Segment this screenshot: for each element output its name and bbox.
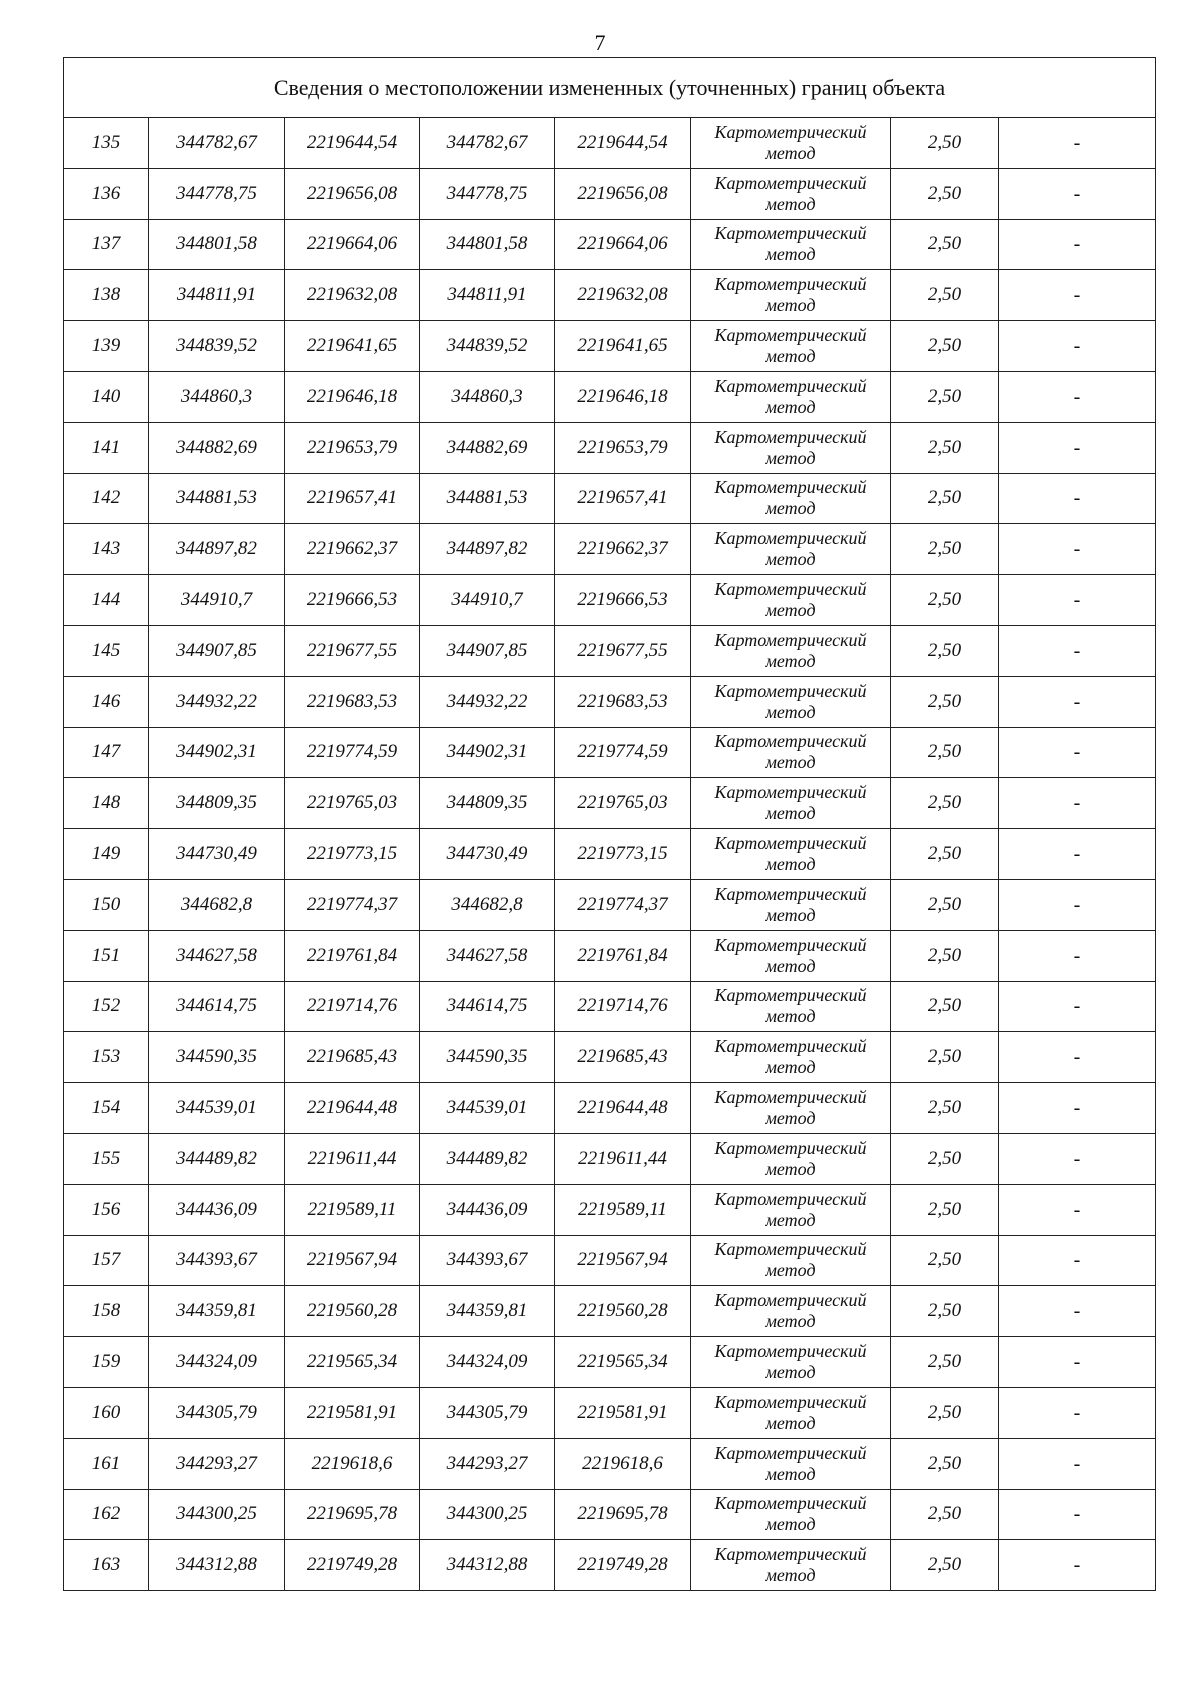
- y-old-cell: 2219773,15: [285, 829, 420, 880]
- y-old-cell: 2219567,94: [285, 1235, 420, 1286]
- y-new-cell: 2219644,48: [555, 1083, 691, 1134]
- table-row: [64, 1387, 1156, 1438]
- x-new-cell: 344778,75: [420, 168, 555, 219]
- table-row: [64, 778, 1156, 829]
- x-new-cell: 344590,35: [420, 1032, 555, 1083]
- x-new-cell: 344839,52: [420, 321, 555, 372]
- table-row: [64, 727, 1156, 778]
- x-new-cell: 344627,58: [420, 930, 555, 981]
- accuracy-cell: 2,50: [891, 575, 999, 626]
- x-old-cell: 344293,27: [149, 1438, 285, 1489]
- page-number: 7: [594, 30, 606, 55]
- note-cell: -: [999, 1540, 1156, 1591]
- note-cell: -: [999, 1083, 1156, 1134]
- x-old-cell: 344682,8: [149, 879, 285, 930]
- x-new-cell: 344932,22: [420, 676, 555, 727]
- accuracy-cell: 2,50: [891, 524, 999, 575]
- accuracy-cell: 2,50: [891, 1489, 999, 1540]
- x-old-cell: 344881,53: [149, 473, 285, 524]
- x-old-cell: 344910,7: [149, 575, 285, 626]
- table-row: [64, 524, 1156, 575]
- y-old-cell: 2219664,06: [285, 219, 420, 270]
- point-number-cell: 152: [64, 981, 149, 1032]
- table-row: [64, 1286, 1156, 1337]
- method-cell: Картометрический метод: [691, 575, 891, 626]
- y-new-cell: 2219581,91: [555, 1387, 691, 1438]
- y-new-cell: 2219653,79: [555, 422, 691, 473]
- x-old-cell: 344932,22: [149, 676, 285, 727]
- x-old-cell: 344811,91: [149, 270, 285, 321]
- method-cell: Картометрический метод: [691, 981, 891, 1032]
- y-old-cell: 2219618,6: [285, 1438, 420, 1489]
- table-row: [64, 1540, 1156, 1591]
- x-new-cell: 344907,85: [420, 625, 555, 676]
- table-row: [64, 371, 1156, 422]
- x-new-cell: 344860,3: [420, 371, 555, 422]
- accuracy-cell: 2,50: [891, 219, 999, 270]
- x-old-cell: 344590,35: [149, 1032, 285, 1083]
- accuracy-cell: 2,50: [891, 778, 999, 829]
- y-new-cell: 2219677,55: [555, 625, 691, 676]
- x-new-cell: 344811,91: [420, 270, 555, 321]
- x-old-cell: 344324,09: [149, 1337, 285, 1388]
- method-cell: Картометрический метод: [691, 1489, 891, 1540]
- y-new-cell: 2219632,08: [555, 270, 691, 321]
- x-old-cell: 344897,82: [149, 524, 285, 575]
- accuracy-cell: 2,50: [891, 168, 999, 219]
- note-cell: -: [999, 168, 1156, 219]
- y-new-cell: 2219567,94: [555, 1235, 691, 1286]
- note-cell: -: [999, 118, 1156, 169]
- x-new-cell: 344324,09: [420, 1337, 555, 1388]
- x-new-cell: 344489,82: [420, 1133, 555, 1184]
- method-cell: Картометрический метод: [691, 930, 891, 981]
- table-row: [64, 676, 1156, 727]
- x-old-cell: 344305,79: [149, 1387, 285, 1438]
- note-cell: -: [999, 1184, 1156, 1235]
- y-old-cell: 2219611,44: [285, 1133, 420, 1184]
- x-old-cell: 344839,52: [149, 321, 285, 372]
- y-old-cell: 2219646,18: [285, 371, 420, 422]
- y-new-cell: 2219773,15: [555, 829, 691, 880]
- method-cell: Картометрический метод: [691, 473, 891, 524]
- x-old-cell: 344860,3: [149, 371, 285, 422]
- y-new-cell: 2219774,37: [555, 879, 691, 930]
- note-cell: -: [999, 321, 1156, 372]
- method-cell: Картометрический метод: [691, 1438, 891, 1489]
- table-row: [64, 1438, 1156, 1489]
- accuracy-cell: 2,50: [891, 727, 999, 778]
- point-number-cell: 140: [64, 371, 149, 422]
- table-row: [64, 1337, 1156, 1388]
- table-row: [64, 575, 1156, 626]
- accuracy-cell: 2,50: [891, 625, 999, 676]
- table-row: [64, 219, 1156, 270]
- note-cell: -: [999, 219, 1156, 270]
- note-cell: -: [999, 879, 1156, 930]
- y-new-cell: 2219644,54: [555, 118, 691, 169]
- accuracy-cell: 2,50: [891, 676, 999, 727]
- table-row: [64, 422, 1156, 473]
- x-new-cell: 344312,88: [420, 1540, 555, 1591]
- method-cell: Картометрический метод: [691, 1387, 891, 1438]
- point-number-cell: 156: [64, 1184, 149, 1235]
- point-number-cell: 147: [64, 727, 149, 778]
- y-old-cell: 2219641,65: [285, 321, 420, 372]
- y-new-cell: 2219714,76: [555, 981, 691, 1032]
- method-cell: Картометрический метод: [691, 778, 891, 829]
- y-old-cell: 2219683,53: [285, 676, 420, 727]
- x-new-cell: 344393,67: [420, 1235, 555, 1286]
- x-new-cell: 344614,75: [420, 981, 555, 1032]
- y-old-cell: 2219657,41: [285, 473, 420, 524]
- y-old-cell: 2219685,43: [285, 1032, 420, 1083]
- y-new-cell: 2219774,59: [555, 727, 691, 778]
- point-number-cell: 161: [64, 1438, 149, 1489]
- y-old-cell: 2219765,03: [285, 778, 420, 829]
- note-cell: -: [999, 473, 1156, 524]
- y-new-cell: 2219749,28: [555, 1540, 691, 1591]
- accuracy-cell: 2,50: [891, 1387, 999, 1438]
- y-old-cell: 2219653,79: [285, 422, 420, 473]
- table-title-row: [64, 58, 1156, 118]
- table-row: [64, 1133, 1156, 1184]
- point-number-cell: 139: [64, 321, 149, 372]
- x-old-cell: 344539,01: [149, 1083, 285, 1134]
- y-new-cell: 2219611,44: [555, 1133, 691, 1184]
- note-cell: -: [999, 371, 1156, 422]
- x-old-cell: 344809,35: [149, 778, 285, 829]
- note-cell: -: [999, 930, 1156, 981]
- x-new-cell: 344782,67: [420, 118, 555, 169]
- accuracy-cell: 2,50: [891, 1184, 999, 1235]
- y-old-cell: 2219695,78: [285, 1489, 420, 1540]
- x-new-cell: 344801,58: [420, 219, 555, 270]
- table-body: [64, 58, 1156, 1591]
- point-number-cell: 138: [64, 270, 149, 321]
- method-cell: Картометрический метод: [691, 1286, 891, 1337]
- point-number-cell: 157: [64, 1235, 149, 1286]
- x-new-cell: 344539,01: [420, 1083, 555, 1134]
- x-old-cell: 344627,58: [149, 930, 285, 981]
- accuracy-cell: 2,50: [891, 930, 999, 981]
- x-old-cell: 344359,81: [149, 1286, 285, 1337]
- method-cell: Картометрический метод: [691, 321, 891, 372]
- method-cell: Картометрический метод: [691, 727, 891, 778]
- table-row: [64, 118, 1156, 169]
- accuracy-cell: 2,50: [891, 1286, 999, 1337]
- note-cell: -: [999, 1032, 1156, 1083]
- accuracy-cell: 2,50: [891, 879, 999, 930]
- point-number-cell: 136: [64, 168, 149, 219]
- accuracy-cell: 2,50: [891, 422, 999, 473]
- y-new-cell: 2219695,78: [555, 1489, 691, 1540]
- accuracy-cell: 2,50: [891, 1083, 999, 1134]
- y-old-cell: 2219677,55: [285, 625, 420, 676]
- method-cell: Картометрический метод: [691, 676, 891, 727]
- x-new-cell: 344730,49: [420, 829, 555, 880]
- y-old-cell: 2219644,48: [285, 1083, 420, 1134]
- x-new-cell: 344809,35: [420, 778, 555, 829]
- note-cell: -: [999, 422, 1156, 473]
- y-new-cell: 2219664,06: [555, 219, 691, 270]
- x-new-cell: 344436,09: [420, 1184, 555, 1235]
- accuracy-cell: 2,50: [891, 473, 999, 524]
- note-cell: -: [999, 1337, 1156, 1388]
- x-new-cell: 344881,53: [420, 473, 555, 524]
- accuracy-cell: 2,50: [891, 1032, 999, 1083]
- point-number-cell: 146: [64, 676, 149, 727]
- x-old-cell: 344614,75: [149, 981, 285, 1032]
- note-cell: -: [999, 625, 1156, 676]
- note-cell: -: [999, 1489, 1156, 1540]
- y-new-cell: 2219618,6: [555, 1438, 691, 1489]
- point-number-cell: 153: [64, 1032, 149, 1083]
- point-number-cell: 163: [64, 1540, 149, 1591]
- x-new-cell: 344300,25: [420, 1489, 555, 1540]
- point-number-cell: 149: [64, 829, 149, 880]
- method-cell: Картометрический метод: [691, 1337, 891, 1388]
- point-number-cell: 158: [64, 1286, 149, 1337]
- point-number-cell: 142: [64, 473, 149, 524]
- table-row: [64, 168, 1156, 219]
- x-new-cell: 344897,82: [420, 524, 555, 575]
- point-number-cell: 135: [64, 118, 149, 169]
- x-old-cell: 344300,25: [149, 1489, 285, 1540]
- x-old-cell: 344902,31: [149, 727, 285, 778]
- accuracy-cell: 2,50: [891, 118, 999, 169]
- y-new-cell: 2219662,37: [555, 524, 691, 575]
- y-new-cell: 2219685,43: [555, 1032, 691, 1083]
- method-cell: Картометрический метод: [691, 118, 891, 169]
- point-number-cell: 144: [64, 575, 149, 626]
- method-cell: Картометрический метод: [691, 524, 891, 575]
- note-cell: -: [999, 829, 1156, 880]
- table-row: [64, 1489, 1156, 1540]
- x-old-cell: 344801,58: [149, 219, 285, 270]
- note-cell: -: [999, 1235, 1156, 1286]
- accuracy-cell: 2,50: [891, 981, 999, 1032]
- accuracy-cell: 2,50: [891, 1337, 999, 1388]
- accuracy-cell: 2,50: [891, 270, 999, 321]
- point-number-cell: 159: [64, 1337, 149, 1388]
- method-cell: Картометрический метод: [691, 1083, 891, 1134]
- method-cell: Картометрический метод: [691, 168, 891, 219]
- y-new-cell: 2219761,84: [555, 930, 691, 981]
- note-cell: -: [999, 981, 1156, 1032]
- x-old-cell: 344489,82: [149, 1133, 285, 1184]
- note-cell: -: [999, 270, 1156, 321]
- y-new-cell: 2219683,53: [555, 676, 691, 727]
- method-cell: Картометрический метод: [691, 625, 891, 676]
- table-row: [64, 981, 1156, 1032]
- x-old-cell: 344436,09: [149, 1184, 285, 1235]
- method-cell: Картометрический метод: [691, 1540, 891, 1591]
- point-number-cell: 162: [64, 1489, 149, 1540]
- table-row: [64, 473, 1156, 524]
- x-old-cell: 344778,75: [149, 168, 285, 219]
- y-old-cell: 2219589,11: [285, 1184, 420, 1235]
- note-cell: -: [999, 778, 1156, 829]
- x-old-cell: 344882,69: [149, 422, 285, 473]
- y-new-cell: 2219589,11: [555, 1184, 691, 1235]
- method-cell: Картометрический метод: [691, 1184, 891, 1235]
- y-new-cell: 2219565,34: [555, 1337, 691, 1388]
- method-cell: Картометрический метод: [691, 1235, 891, 1286]
- x-old-cell: 344782,67: [149, 118, 285, 169]
- table-title: Сведения о местоположении измененных (уточненных) границ объекта: [64, 58, 1156, 118]
- y-new-cell: 2219646,18: [555, 371, 691, 422]
- note-cell: -: [999, 575, 1156, 626]
- note-cell: -: [999, 727, 1156, 778]
- point-number-cell: 141: [64, 422, 149, 473]
- method-cell: Картометрический метод: [691, 371, 891, 422]
- point-number-cell: 145: [64, 625, 149, 676]
- y-old-cell: 2219666,53: [285, 575, 420, 626]
- note-cell: -: [999, 1133, 1156, 1184]
- y-new-cell: 2219666,53: [555, 575, 691, 626]
- y-old-cell: 2219565,34: [285, 1337, 420, 1388]
- accuracy-cell: 2,50: [891, 371, 999, 422]
- point-number-cell: 150: [64, 879, 149, 930]
- point-number-cell: 160: [64, 1387, 149, 1438]
- boundary-coordinates-table: [63, 57, 1156, 1591]
- x-old-cell: 344730,49: [149, 829, 285, 880]
- accuracy-cell: 2,50: [891, 829, 999, 880]
- method-cell: Картометрический метод: [691, 1032, 891, 1083]
- y-new-cell: 2219560,28: [555, 1286, 691, 1337]
- x-new-cell: 344293,27: [420, 1438, 555, 1489]
- accuracy-cell: 2,50: [891, 1133, 999, 1184]
- y-old-cell: 2219774,37: [285, 879, 420, 930]
- accuracy-cell: 2,50: [891, 1540, 999, 1591]
- method-cell: Картометрический метод: [691, 219, 891, 270]
- y-old-cell: 2219656,08: [285, 168, 420, 219]
- y-old-cell: 2219662,37: [285, 524, 420, 575]
- y-new-cell: 2219656,08: [555, 168, 691, 219]
- accuracy-cell: 2,50: [891, 1235, 999, 1286]
- y-old-cell: 2219761,84: [285, 930, 420, 981]
- point-number-cell: 151: [64, 930, 149, 981]
- point-number-cell: 154: [64, 1083, 149, 1134]
- x-new-cell: 344305,79: [420, 1387, 555, 1438]
- method-cell: Картометрический метод: [691, 1133, 891, 1184]
- table-row: [64, 321, 1156, 372]
- y-old-cell: 2219749,28: [285, 1540, 420, 1591]
- note-cell: -: [999, 1286, 1156, 1337]
- y-old-cell: 2219714,76: [285, 981, 420, 1032]
- x-old-cell: 344907,85: [149, 625, 285, 676]
- point-number-cell: 143: [64, 524, 149, 575]
- accuracy-cell: 2,50: [891, 1438, 999, 1489]
- note-cell: -: [999, 676, 1156, 727]
- point-number-cell: 137: [64, 219, 149, 270]
- y-old-cell: 2219560,28: [285, 1286, 420, 1337]
- note-cell: -: [999, 1387, 1156, 1438]
- point-number-cell: 155: [64, 1133, 149, 1184]
- table-row: [64, 1235, 1156, 1286]
- table-row: [64, 625, 1156, 676]
- table-row: [64, 270, 1156, 321]
- x-new-cell: 344910,7: [420, 575, 555, 626]
- table-row: [64, 930, 1156, 981]
- note-cell: -: [999, 524, 1156, 575]
- x-old-cell: 344312,88: [149, 1540, 285, 1591]
- y-old-cell: 2219581,91: [285, 1387, 420, 1438]
- accuracy-cell: 2,50: [891, 321, 999, 372]
- method-cell: Картометрический метод: [691, 422, 891, 473]
- y-old-cell: 2219774,59: [285, 727, 420, 778]
- x-old-cell: 344393,67: [149, 1235, 285, 1286]
- y-new-cell: 2219641,65: [555, 321, 691, 372]
- y-new-cell: 2219765,03: [555, 778, 691, 829]
- point-number-cell: 148: [64, 778, 149, 829]
- x-new-cell: 344902,31: [420, 727, 555, 778]
- table-row: [64, 879, 1156, 930]
- method-cell: Картометрический метод: [691, 270, 891, 321]
- y-new-cell: 2219657,41: [555, 473, 691, 524]
- method-cell: Картометрический метод: [691, 879, 891, 930]
- table-row: [64, 1184, 1156, 1235]
- x-new-cell: 344359,81: [420, 1286, 555, 1337]
- y-old-cell: 2219632,08: [285, 270, 420, 321]
- method-cell: Картометрический метод: [691, 829, 891, 880]
- note-cell: -: [999, 1438, 1156, 1489]
- table-row: [64, 1083, 1156, 1134]
- x-new-cell: 344882,69: [420, 422, 555, 473]
- table-row: [64, 1032, 1156, 1083]
- x-new-cell: 344682,8: [420, 879, 555, 930]
- table-row: [64, 829, 1156, 880]
- y-old-cell: 2219644,54: [285, 118, 420, 169]
